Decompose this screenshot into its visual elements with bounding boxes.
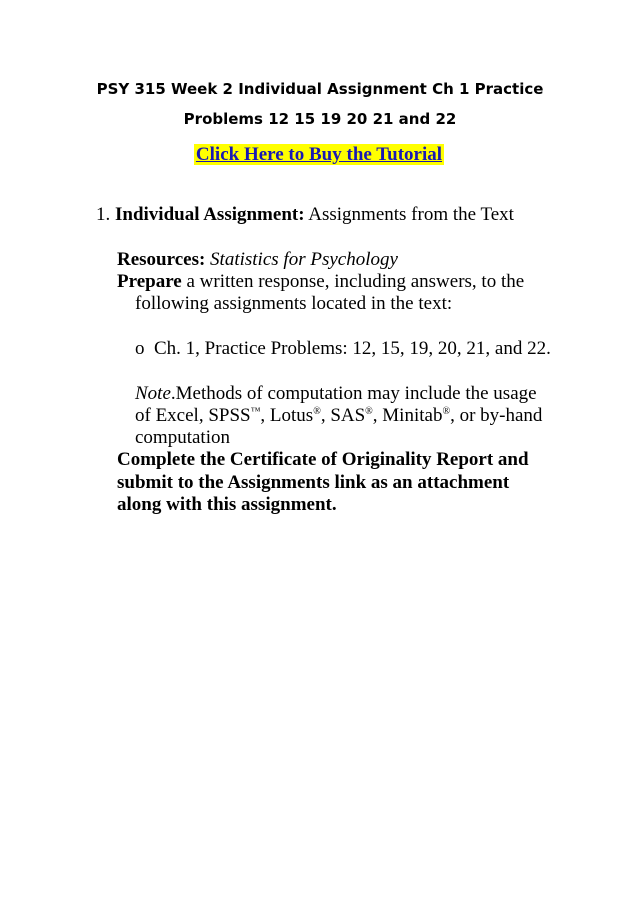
note-line-1 [135, 383, 537, 405]
trademark-symbol: ™ [250, 406, 261, 417]
document-title-line-2: Problems 12 15 19 20 21 and 22 [183, 110, 457, 128]
individual-assignment-label: Individual Assignment: [115, 204, 305, 225]
note-line-3: computation [135, 427, 230, 448]
buy-tutorial-link[interactable]: Click Here to Buy the Tutorial [195, 144, 443, 165]
bullet-text: Ch. 1, Practice Problems: 12, 15, 19, 20, 21, and 22. [154, 338, 551, 359]
prepare-line-1 [117, 271, 524, 293]
tutorial-link-container [0, 142, 638, 168]
resources-line [117, 249, 398, 271]
note-label: Note [135, 383, 171, 404]
prepare-text-1: a written response, including answers, to the [181, 271, 525, 292]
individual-assignment-text: Assignments from the Text [304, 204, 514, 225]
registered-symbol: ® [365, 406, 373, 417]
note-text-2e: , or by-hand [450, 405, 543, 426]
bullet-marker: o [135, 338, 145, 359]
registered-symbol: ® [313, 406, 321, 417]
bullet-item [135, 338, 551, 360]
note-text-2b: , Lotus [260, 405, 314, 426]
certificate-line-2: submit to the Assignments link as an attachment [117, 472, 510, 493]
certificate-line-3: along with this assignment. [117, 494, 337, 515]
registered-symbol: ® [442, 406, 451, 417]
prepare-label: Prepare [117, 271, 182, 292]
note-text-2a: of Excel, SPSS [135, 405, 251, 426]
resources-label: Resources: [117, 249, 206, 270]
note-text-2c: , SAS [320, 405, 366, 426]
resources-value: Statistics for Psychology [210, 249, 398, 270]
certificate-line-1: Complete the Certificate of Originality Report and [117, 449, 529, 470]
note-text-2d: , Minitab [372, 405, 443, 426]
note-text-1: .Methods of computation may include the usage [170, 383, 537, 404]
note-line-2 [135, 405, 542, 427]
item-1-heading [96, 204, 514, 226]
document-title-line-1: PSY 315 Week 2 Individual Assignment Ch 1 Practice [96, 80, 544, 98]
item-1-number: 1. [96, 204, 111, 225]
prepare-line-2: following assignments located in the text: [135, 293, 453, 314]
